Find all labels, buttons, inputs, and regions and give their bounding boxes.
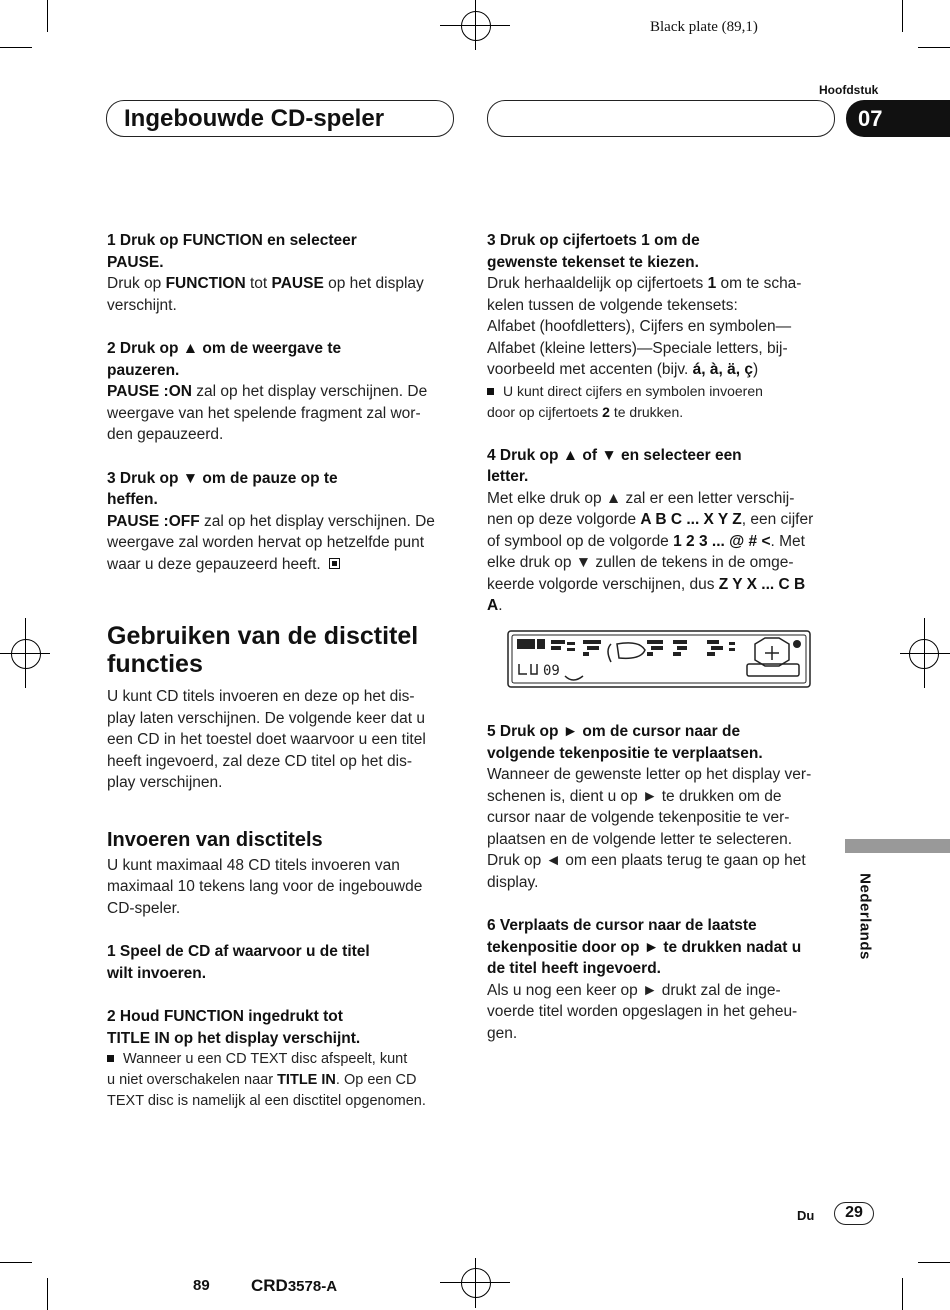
registration-mark xyxy=(461,11,491,41)
text-span: . xyxy=(498,597,503,614)
section-heading xyxy=(107,622,452,678)
text-span: Wanneer u een CD TEXT disc afspeelt, kunt xyxy=(123,1051,408,1067)
page-number-pill xyxy=(834,1202,874,1225)
text-span: . Met xyxy=(770,532,805,550)
registration-line xyxy=(25,618,26,688)
registration-line xyxy=(924,618,925,688)
note xyxy=(487,381,837,423)
step-heading-line: tekenpositie door op ► te drukken nadat u xyxy=(487,938,802,956)
text-line: play laten verschijnen. De volgende keer dat u xyxy=(107,709,425,727)
registration-mark xyxy=(11,639,41,669)
text-line: weergave van het spelende fragment zal wor- xyxy=(107,404,421,422)
step-heading-line: 1 Druk op FUNCTION en selecteer xyxy=(107,232,357,249)
text-line: weergave zal worden hervat op hetzelfde punt xyxy=(107,534,425,551)
text-bold: PAUSE :OFF xyxy=(107,512,200,530)
text-span: u niet overschakelen naar xyxy=(107,1072,278,1088)
registration-line xyxy=(900,653,950,654)
text-line: schenen is, dient u op ► te drukken om de xyxy=(487,787,782,805)
registration-mark xyxy=(461,1268,491,1298)
title-step-1-heading xyxy=(107,941,452,984)
text-line: elke druk op ▼ zullen de tekens in de omge- xyxy=(487,554,794,571)
end-mark-dot xyxy=(332,561,337,566)
text-bold: PAUSE :ON xyxy=(107,383,192,400)
text-line xyxy=(487,574,837,596)
text-line: play verschijnen. xyxy=(107,774,223,791)
text-line: CD-speler. xyxy=(107,899,181,917)
text-span: te drukken. xyxy=(609,403,684,420)
title-step-2-heading xyxy=(107,1006,452,1049)
text-span: keerde volgorde verschijnen, dus xyxy=(487,575,719,593)
text-span: , een cijfer xyxy=(741,511,814,528)
note-line: TEXT disc is namelijk al een disctitel opgenomen. xyxy=(107,1093,426,1109)
text-span: voorbeeld met accenten (bijv. xyxy=(487,361,693,378)
step-heading-line: 2 Druk op ▲ om de weergave te xyxy=(107,340,342,357)
lcd-display-illustration xyxy=(507,630,811,688)
crop-mark xyxy=(918,1262,950,1263)
heading-line: functies xyxy=(107,650,203,678)
crop-mark xyxy=(0,47,32,48)
text-span: ) xyxy=(752,361,759,378)
step-4-heading xyxy=(487,445,837,488)
text-bold: PAUSE xyxy=(271,275,324,292)
text-bold: á, à, ä, ç xyxy=(692,361,753,378)
step-4-text xyxy=(487,488,837,617)
page-number: 29 xyxy=(845,1204,863,1221)
step-2-heading xyxy=(107,338,452,381)
chapter-title-pill xyxy=(106,100,454,137)
language-tab-bar xyxy=(845,839,950,853)
step-2-text xyxy=(107,381,452,446)
step-heading-line: PAUSE. xyxy=(107,253,164,271)
step-3-heading xyxy=(487,230,837,273)
text-line xyxy=(487,531,837,553)
text-line xyxy=(487,509,837,531)
text-line: cursor naar de volgende tekenpositie te ver- xyxy=(487,809,790,826)
model-prefix: CRD xyxy=(251,1276,288,1295)
text-bold: 1 xyxy=(707,275,717,292)
text-line: gen. xyxy=(487,1024,518,1042)
step-5-heading xyxy=(487,721,837,764)
text-line: U kunt CD titels invoeren en deze op het dis- xyxy=(107,688,415,705)
text-line: voerde titel worden opgeslagen in het geheu- xyxy=(487,1003,798,1020)
text-span: Druk herhaaldelijk op cijfertoets xyxy=(487,275,708,292)
bullet-icon xyxy=(487,388,494,395)
plate-label: Black plate (89,1) xyxy=(650,19,758,35)
right-column-lower xyxy=(487,721,837,1044)
crop-mark xyxy=(902,1278,903,1310)
text-span: tot xyxy=(245,275,272,292)
crop-mark xyxy=(47,0,48,32)
step-heading-line: 1 Speel de CD af waarvoor u de titel xyxy=(107,943,370,960)
text-span: om te scha- xyxy=(716,275,802,292)
step-heading-line: letter. xyxy=(487,468,529,485)
step-heading-line: heffen. xyxy=(107,491,158,508)
text-bold: Z Y X ... C B xyxy=(718,575,806,593)
text-bold: A xyxy=(487,597,499,614)
text-bold: 1 2 3 ... @ # < xyxy=(673,532,771,550)
step-3-text xyxy=(487,273,837,381)
crop-mark xyxy=(47,1278,48,1310)
chapter-number: 07 xyxy=(858,106,883,131)
step-heading-line: volgende tekenpositie te verplaatsen. xyxy=(487,744,763,762)
step-heading-line: TITLE IN op het display verschijnt. xyxy=(107,1029,361,1047)
lcd-display-digits: 09 xyxy=(543,663,560,679)
chapter-number-badge xyxy=(846,100,950,137)
heading-line: Gebruiken van de disctitel xyxy=(107,622,419,650)
step-5-text xyxy=(487,764,837,893)
step-heading-line: gewenste tekenset te kiezen. xyxy=(487,253,699,271)
note-line xyxy=(487,381,837,402)
step-heading-line: 4 Druk op ▲ of ▼ en selecteer een xyxy=(487,446,742,464)
model-code xyxy=(251,1276,337,1296)
step-heading-line: 2 Houd FUNCTION ingedrukt tot xyxy=(107,1008,343,1025)
text-line: plaatsen en de volgende letter te selecteren. xyxy=(487,830,793,848)
text-line: kelen tussen de volgende tekensets: xyxy=(487,296,738,314)
note xyxy=(107,1049,452,1112)
registration-line xyxy=(475,0,476,50)
step-heading-line: de titel heeft ingevoerd. xyxy=(487,960,661,977)
left-column xyxy=(107,230,452,1112)
step-heading-line: 3 Druk op cijfertoets 1 om de xyxy=(487,232,700,249)
text-line: Met elke druk op ▲ zal er een letter verschij- xyxy=(487,489,795,507)
step-1-text xyxy=(107,273,452,316)
step-heading-line: wilt invoeren. xyxy=(107,964,207,982)
bullet-icon xyxy=(107,1055,114,1062)
step-3-text xyxy=(107,511,452,576)
note-line xyxy=(107,1070,452,1091)
crop-mark xyxy=(918,47,950,48)
text-line: U kunt maximaal 48 CD titels invoeren van xyxy=(107,856,400,874)
step-heading-line: 3 Druk op ▼ om de pauze op te xyxy=(107,469,338,487)
model-suffix: 3578-A xyxy=(287,1278,338,1295)
text-line xyxy=(107,273,452,295)
text-line: verschijnt. xyxy=(107,296,177,314)
text-line: een CD in het toestel doet waarvoor u een titel xyxy=(107,731,426,748)
text-line xyxy=(107,381,452,403)
text-span: U kunt direct cijfers en symbolen invoeren xyxy=(503,382,763,399)
text-line xyxy=(487,359,837,381)
header-blank-pill xyxy=(487,100,835,137)
text-line: den gepauzeerd. xyxy=(107,426,224,443)
step-6-text xyxy=(487,980,837,1045)
text-span: . Op een CD xyxy=(335,1072,417,1088)
crop-mark xyxy=(0,1262,32,1263)
text-span: of symbool op de volgorde xyxy=(487,532,674,550)
text-span: door op cijfertoets xyxy=(487,403,603,420)
text-span: nen op deze volgorde xyxy=(487,511,641,528)
registration-line xyxy=(475,1258,476,1308)
sheet-number: 89 xyxy=(193,1277,210,1294)
text-span: zal op het display verschijnen. De xyxy=(199,512,435,530)
language-tab-label: Nederlands xyxy=(856,873,874,960)
text-span: zal op het display verschijnen. De xyxy=(191,383,428,400)
text-span: waar u deze gepauzeerd heeft. xyxy=(107,555,321,573)
text-bold: 2 xyxy=(602,403,610,420)
note-line xyxy=(487,402,837,423)
text-line: Druk op ◄ om een plaats terug te gaan op het xyxy=(487,852,806,869)
text-span: op het display xyxy=(323,275,424,292)
step-heading-line: pauzeren. xyxy=(107,361,180,379)
text-bold: TITLE IN xyxy=(277,1072,336,1088)
text-line xyxy=(107,554,452,576)
note-line xyxy=(107,1049,452,1070)
text-line: Wanneer de gewenste letter op het display ver- xyxy=(487,766,812,783)
text-line: Alfabet (hoofdletters), Cijfers en symbolen— xyxy=(487,318,792,335)
subsection-text xyxy=(107,855,452,920)
right-column xyxy=(487,230,837,617)
step-heading-line: 6 Verplaats de cursor naar de laatste xyxy=(487,917,757,934)
section-intro xyxy=(107,686,452,794)
lcd-display-svg xyxy=(507,630,811,688)
step-6-heading xyxy=(487,915,837,980)
language-code: Du xyxy=(797,1208,815,1223)
text-line xyxy=(107,511,452,533)
step-3-heading xyxy=(107,468,452,511)
subsection-heading: Invoeren van disctitels xyxy=(107,828,323,851)
text-line: heeft ingevoerd, zal deze CD titel op het dis- xyxy=(107,752,413,770)
end-of-section-icon xyxy=(329,558,340,569)
text-line: maximaal 10 tekens lang voor de ingebouwde xyxy=(107,878,423,895)
text-bold: A B C ... X Y Z xyxy=(640,511,742,528)
text-line xyxy=(487,595,837,617)
text-line: Alfabet (kleine letters)—Speciale letters, bij- xyxy=(487,339,788,357)
step-heading-line: 5 Druk op ► om de cursor naar de xyxy=(487,723,741,740)
text-bold: FUNCTION xyxy=(165,275,246,292)
text-span: Druk op xyxy=(107,275,166,292)
text-line: display. xyxy=(487,873,539,891)
step-1-heading xyxy=(107,230,452,273)
text-line xyxy=(487,273,837,295)
text-line: Als u nog een keer op ► drukt zal de inge- xyxy=(487,981,781,999)
chapter-title: Ingebouwde CD-speler xyxy=(124,105,385,132)
chapter-label: Hoofdstuk xyxy=(819,83,879,97)
crop-mark xyxy=(902,0,903,32)
